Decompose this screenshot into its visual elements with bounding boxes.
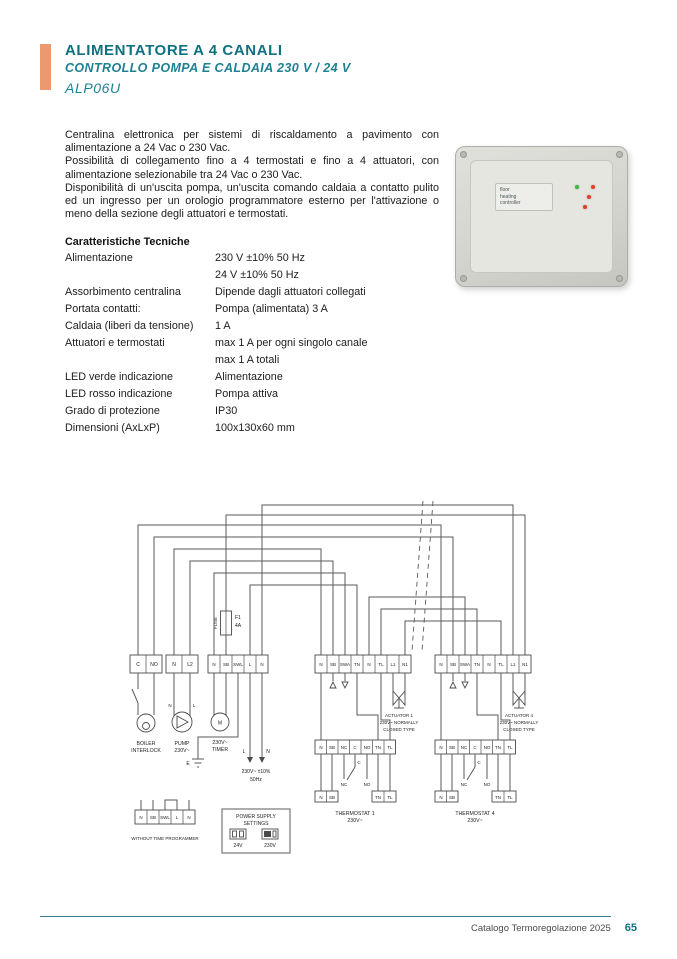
svg-text:PUMP: PUMP	[174, 741, 190, 747]
svg-text:N: N	[319, 662, 323, 667]
svg-text:230V~: 230V~	[467, 818, 483, 824]
screw-icon	[460, 275, 467, 282]
svg-text:FUSE: FUSE	[213, 616, 218, 630]
description-paragraph: Disponibilità di un'uscita pompa, un'uscita comando caldaia a contatto pulito ed un ingresso per un orologio programmatore esterno per l'attivazione o meno della sezione degli attuatori e termostati.	[65, 181, 439, 221]
svg-text:50Hz: 50Hz	[250, 777, 262, 783]
spec-label: Dimensioni (AxLxP)	[65, 422, 160, 434]
svg-text:CLOSED TYPE: CLOSED TYPE	[503, 727, 535, 732]
svg-text:L: L	[242, 749, 246, 755]
svg-text:SWL: SWL	[233, 662, 243, 667]
svg-text:SB: SB	[449, 662, 457, 667]
red-led-icon	[587, 195, 591, 199]
svg-text:SWA: SWA	[459, 662, 471, 667]
svg-text:TL: TL	[378, 662, 384, 667]
spec-value: 100x130x60 mm	[215, 422, 295, 434]
spec-label: Caldaia (liberi da tensione)	[65, 320, 194, 332]
svg-text:L: L	[175, 815, 179, 820]
svg-text:THERMOSTAT 1: THERMOSTAT 1	[335, 811, 375, 817]
svg-text:INTERLOCK: INTERLOCK	[131, 748, 161, 754]
spec-table	[65, 252, 450, 439]
screw-icon	[460, 151, 467, 158]
accent-bar	[40, 44, 51, 90]
svg-text:C: C	[357, 760, 361, 765]
description	[65, 129, 439, 221]
svg-text:TIMER: TIMER	[211, 747, 229, 753]
device-label-line: controller	[500, 200, 521, 206]
spec-value: Pompa attiva	[215, 388, 279, 400]
spec-label: Alimentazione	[65, 252, 133, 264]
terminal-strip-boiler	[130, 655, 162, 673]
svg-text:L2: L2	[187, 662, 193, 668]
svg-text:TN: TN	[495, 745, 501, 750]
svg-text:L1: L1	[390, 662, 396, 667]
svg-text:F1: F1	[235, 615, 241, 621]
description-paragraph: Possibilità di collegamento fino a 4 termostati e fino a 4 attuatori, con alimentazione selezionabile tra 24 Vac o 230 Vac.	[65, 155, 439, 181]
svg-text:E: E	[186, 761, 190, 767]
svg-text:N: N	[439, 795, 443, 800]
svg-text:230V~ NORMALLY: 230V~ NORMALLY	[499, 720, 539, 725]
spec-value: IP30	[215, 405, 238, 417]
svg-text:N: N	[439, 745, 443, 750]
svg-text:N: N	[319, 745, 323, 750]
description-paragraph: Centralina elettronica per sistemi di riscaldamento a pavimento con alimentazione a 24 Vac o 230 Vac.	[65, 129, 439, 155]
svg-text:ACTUATOR 1: ACTUATOR 1	[384, 713, 414, 718]
svg-text:ACTUATOR 4: ACTUATOR 4	[504, 713, 534, 718]
svg-text:THERMOSTAT 4: THERMOSTAT 4	[455, 811, 495, 817]
spec-row	[65, 303, 450, 320]
page-subtitle: CONTROLLO POMPA E CALDAIA 230 V / 24 V	[65, 61, 351, 75]
svg-text:N: N	[187, 815, 191, 820]
timer-motor-symbol	[211, 673, 229, 753]
footer-rule	[40, 916, 611, 917]
svg-text:TN: TN	[474, 662, 480, 667]
svg-text:NC: NC	[460, 745, 468, 750]
terminal-strip-channel4	[435, 655, 531, 673]
spec-row	[65, 337, 450, 354]
without-timer-block	[131, 800, 199, 841]
svg-text:230V~: 230V~	[347, 818, 363, 824]
svg-text:SB: SB	[448, 745, 456, 750]
page-number: 65	[624, 922, 637, 934]
svg-text:SB: SB	[329, 662, 337, 667]
svg-text:SWL: SWL	[160, 815, 170, 820]
spec-row	[65, 422, 450, 439]
screw-icon	[616, 275, 623, 282]
screw-icon	[616, 151, 623, 158]
spec-value: 230 V ±10% 50 Hz	[215, 252, 305, 264]
svg-text:SB: SB	[328, 745, 336, 750]
spec-label: LED rosso indicazione	[65, 388, 173, 400]
svg-text:TL: TL	[387, 795, 393, 800]
svg-text:TL: TL	[507, 745, 513, 750]
spec-row	[65, 320, 450, 337]
spec-label: Grado di protezione	[65, 405, 160, 417]
svg-text:SB: SB	[448, 795, 456, 800]
svg-text:SB: SB	[328, 795, 336, 800]
svg-text:WITHOUT TIME PROGRAMMER: WITHOUT TIME PROGRAMMER	[131, 836, 199, 841]
wiring-bus-lines	[138, 501, 525, 655]
svg-text:N: N	[260, 662, 264, 667]
device-label-line: heating	[500, 193, 517, 200]
svg-text:NC: NC	[460, 782, 468, 787]
mains-input	[242, 673, 271, 783]
spec-row	[65, 405, 450, 422]
svg-text:N: N	[212, 662, 216, 667]
terminal-strip-channel1	[315, 655, 411, 673]
svg-text:SWA: SWA	[339, 662, 351, 667]
svg-text:SB: SB	[149, 815, 157, 820]
svg-text:4A: 4A	[235, 623, 242, 629]
spec-row	[65, 252, 450, 269]
svg-text:230V~: 230V~	[174, 748, 190, 754]
green-led-icon	[575, 185, 579, 189]
spec-value: 24 V ±10% 50 Hz	[215, 269, 299, 281]
svg-text:POWER SUPPLY: POWER SUPPLY	[236, 814, 276, 820]
svg-text:TN: TN	[375, 795, 381, 800]
wiring-diagram	[100, 495, 570, 900]
svg-text:TL: TL	[387, 745, 393, 750]
spec-value: Alimentazione	[215, 371, 283, 383]
spec-row	[65, 354, 450, 371]
svg-text:230V~: 230V~	[212, 740, 228, 746]
svg-text:TN: TN	[495, 795, 501, 800]
spec-row	[65, 286, 450, 303]
model-code: ALP06U	[65, 80, 121, 96]
thermostat4-block	[435, 673, 516, 824]
spec-value: max 1 A per ogni singolo canale	[215, 337, 368, 349]
svg-text:TL: TL	[498, 662, 504, 667]
pump-symbol	[168, 673, 195, 754]
svg-text:N: N	[367, 662, 371, 667]
svg-text:C: C	[136, 662, 140, 668]
boiler-interlock-symbol	[131, 673, 161, 754]
svg-text:24V: 24V	[233, 843, 243, 849]
svg-text:L1: L1	[510, 662, 516, 667]
svg-text:C: C	[473, 745, 477, 750]
spec-value: max 1 A totali	[215, 354, 280, 366]
break-line	[412, 501, 423, 651]
spec-label: Portata contatti:	[65, 303, 141, 315]
svg-text:TN: TN	[375, 745, 381, 750]
actuator1-symbol	[330, 673, 418, 732]
svg-text:NO: NO	[363, 782, 371, 787]
spec-row	[65, 371, 450, 388]
svg-text:230V~ ±10%: 230V~ ±10%	[241, 769, 271, 775]
svg-text:TN: TN	[354, 662, 360, 667]
footer	[40, 916, 637, 934]
page-title: ALIMENTATORE A 4 CANALI	[65, 42, 283, 59]
svg-text:NC: NC	[340, 782, 348, 787]
svg-text:C: C	[353, 745, 357, 750]
svg-text:NO: NO	[363, 745, 371, 750]
svg-text:NO: NO	[150, 662, 158, 668]
svg-text:N: N	[319, 795, 323, 800]
device-label-line: floor	[500, 187, 510, 193]
spec-row	[65, 388, 450, 405]
red-led-icon	[583, 205, 587, 209]
svg-text:M: M	[217, 720, 223, 727]
svg-text:NO: NO	[483, 782, 491, 787]
svg-text:N: N	[168, 703, 172, 708]
spec-value: Pompa (alimentata) 3 A	[215, 303, 328, 315]
catalog-name: Catalogo Termoregolazione 2025	[470, 923, 611, 934]
terminal-strip-timer	[208, 655, 268, 673]
actuator4-symbol	[450, 673, 538, 732]
svg-text:N: N	[139, 815, 143, 820]
spec-label: Assorbimento centralina	[65, 286, 181, 298]
svg-text:230V: 230V	[264, 843, 276, 849]
svg-text:N1: N1	[522, 662, 528, 667]
svg-text:NC: NC	[340, 745, 348, 750]
svg-text:L: L	[248, 662, 252, 667]
spec-label: Attuatori e termostati	[65, 337, 165, 349]
svg-text:SB: SB	[222, 662, 230, 667]
svg-text:BOILER: BOILER	[136, 741, 156, 747]
device-label	[495, 183, 553, 211]
svg-text:L: L	[192, 703, 196, 708]
spec-value: 1 A	[215, 320, 231, 332]
product-photo	[455, 146, 628, 287]
spec-row	[65, 269, 450, 286]
wiring-diagram-svg	[100, 495, 570, 900]
svg-text:NO: NO	[483, 745, 491, 750]
device-front-panel	[470, 160, 613, 273]
spec-label: LED verde indicazione	[65, 371, 174, 383]
svg-text:N: N	[487, 662, 491, 667]
svg-text:N: N	[266, 749, 270, 755]
svg-text:TL: TL	[507, 795, 513, 800]
svg-text:N: N	[172, 662, 176, 668]
break-line	[422, 501, 433, 651]
red-led-icon	[591, 185, 595, 189]
svg-text:N1: N1	[402, 662, 408, 667]
terminal-strip-pump	[166, 655, 198, 673]
svg-text:C: C	[477, 760, 481, 765]
svg-text:CLOSED TYPE: CLOSED TYPE	[383, 727, 415, 732]
spec-heading: Caratteristiche Tecniche	[65, 236, 190, 248]
fuse-symbol	[213, 611, 242, 635]
device-enclosure	[455, 146, 628, 287]
svg-text:N: N	[439, 662, 443, 667]
thermostat1-block	[315, 673, 396, 824]
svg-text:230V~ NORMALLY: 230V~ NORMALLY	[379, 720, 419, 725]
power-supply-settings	[222, 809, 290, 853]
svg-text:SETTINGS: SETTINGS	[243, 821, 269, 827]
spec-value: Dipende dagli attuatori collegati	[215, 286, 366, 298]
